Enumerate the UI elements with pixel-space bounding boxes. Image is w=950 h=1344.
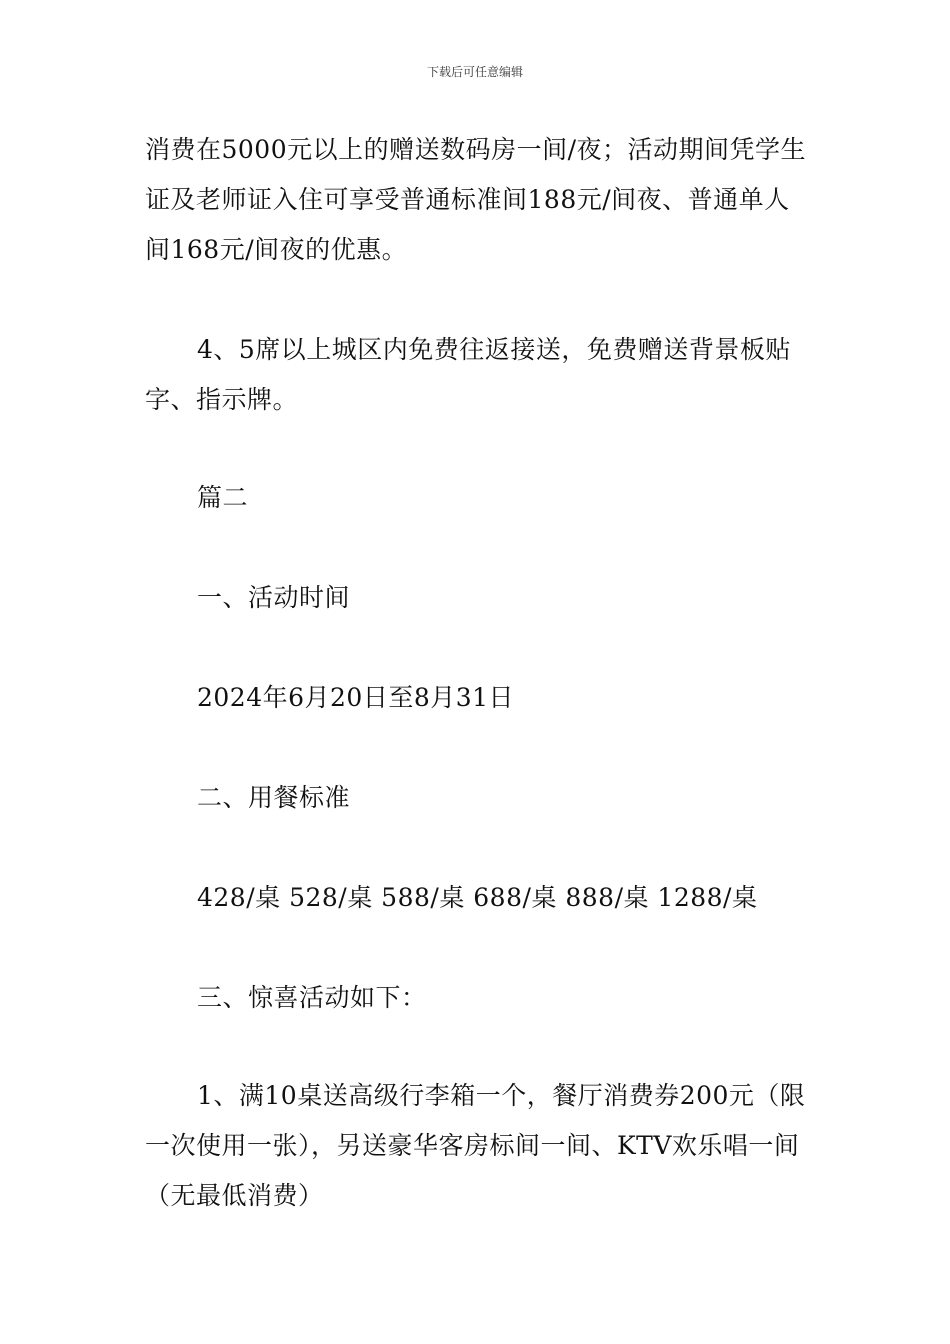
page-header-note: 下载后可任意编辑 [426,65,523,79]
paragraph-ten-table-bonus: 1、满10桌送高级行李箱一个，餐厅消费券200元（限一次使用一张），另送豪华客房标间一间、KTV欢乐唱一间（无最低消费） [145,1081,806,1210]
heading-activity-time: 一、活动时间 [197,583,351,612]
paragraph-shuttle-service: 4、5席以上城区内免费往返接送，免费赠送背景板贴字、指示牌。 [145,335,791,414]
activity-date-range: 2024年6月20日至8月31日 [197,683,515,712]
heading-dining-standard: 二、用餐标准 [197,783,351,812]
heading-surprise-activities: 三、惊喜活动如下： [197,983,427,1012]
dining-price-list: 428/桌 528/桌 588/桌 688/桌 888/桌 1288/桌 [197,883,758,912]
section-title-part-two: 篇二 [197,483,249,512]
paragraph-room-offer: 消费在5000元以上的赠送数码房一间/夜；活动期间凭学生证及老师证入住可享受普通标准间188元/间夜、普通单人间168元/间夜的优惠。 [145,135,807,264]
